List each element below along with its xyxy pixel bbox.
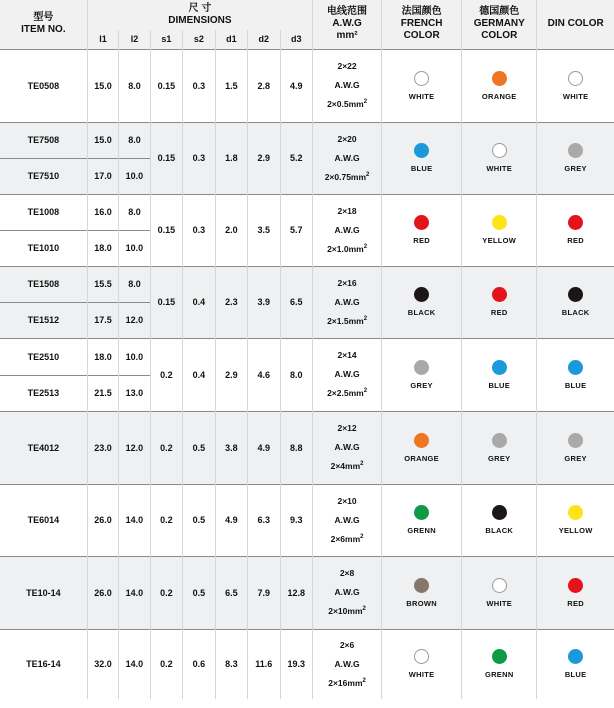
din-color-name: YELLOW <box>558 526 593 535</box>
item-number: TE1008 <box>0 194 87 230</box>
dim-col-l2: l2 <box>119 30 150 49</box>
awg-label: A.W.G <box>334 369 360 379</box>
dim-d1: 8.3 <box>215 629 247 699</box>
dim-d2: 6.3 <box>248 484 280 556</box>
item-number: TE7508 <box>0 122 87 158</box>
french-color-cell <box>382 122 462 194</box>
dim-d2: 2.9 <box>248 122 280 194</box>
dim-col-d1: d1 <box>215 30 247 49</box>
awg-area <box>313 457 381 476</box>
awg-label: A.W.G <box>334 514 360 525</box>
awg-header-en: A.W.G <box>332 18 362 30</box>
awg-area-value: 2×2.5mm <box>327 388 364 398</box>
table-row <box>0 194 614 230</box>
germany-color-name: RED <box>490 308 508 317</box>
awg-area-exponent: 2 <box>360 461 364 468</box>
dim-s2: 0.5 <box>183 411 215 484</box>
din-color-cell <box>537 122 614 194</box>
din-color-swatch <box>537 433 614 463</box>
dim-d1: 1.5 <box>215 49 247 122</box>
dim-l1: 15.5 <box>87 266 118 302</box>
awg-area <box>313 95 381 114</box>
dimensions-header-cn: 尺 寸 <box>188 3 212 14</box>
awg-area <box>313 384 381 403</box>
item-number: TE0508 <box>0 49 87 122</box>
awg-area-exponent: 2 <box>363 315 368 322</box>
color-dot-icon <box>492 578 507 593</box>
item-no-header-cn: 型号 <box>33 12 54 24</box>
dim-col-s2: s2 <box>183 30 215 49</box>
din-color-name: GREY <box>564 453 587 463</box>
dim-s2: 0.5 <box>183 556 215 629</box>
awg-size: 2×10 <box>337 495 357 506</box>
french-color-swatch <box>382 215 461 245</box>
germany-color-header-cn: 德国颜色 <box>479 6 520 18</box>
color-dot-icon <box>568 505 583 520</box>
dim-l1: 15.0 <box>87 122 118 158</box>
french-color-name: WHITE <box>408 670 435 680</box>
awg-range <box>313 411 382 484</box>
awg-range <box>313 629 382 699</box>
dim-l1: 18.0 <box>87 230 118 266</box>
awg-area-value: 2×0.75mm <box>324 171 367 182</box>
awg-size: 2×14 <box>337 350 357 360</box>
awg-header-unit: mm² <box>336 30 358 42</box>
din-color-name: BLACK <box>561 308 590 317</box>
din-color-name: RED <box>567 236 585 245</box>
germany-color-swatch <box>462 505 536 535</box>
dim-d2: 11.6 <box>248 629 280 699</box>
item-number: TE2513 <box>0 375 87 411</box>
dim-d3: 6.5 <box>280 266 313 338</box>
awg-area-value: 2×10mm <box>328 606 363 616</box>
germany-color-swatch <box>462 287 536 317</box>
french-color-name: BLACK <box>407 308 436 317</box>
germany-color-name: YELLOW <box>482 236 517 245</box>
french-color-swatch <box>382 360 461 390</box>
color-dot-icon <box>492 360 507 375</box>
awg-label: A.W.G <box>334 296 360 307</box>
awg-range <box>313 338 382 411</box>
color-dot-icon <box>414 649 429 664</box>
dim-s2: 0.3 <box>183 122 215 194</box>
dim-s1: 0.2 <box>150 629 182 699</box>
awg-range <box>313 556 382 629</box>
color-dot-icon <box>414 360 429 375</box>
table-body <box>0 49 614 699</box>
dim-d2: 2.8 <box>248 49 280 122</box>
color-dot-icon <box>568 215 583 230</box>
din-color-cell <box>537 266 614 338</box>
awg-label: A.W.G <box>334 80 360 90</box>
french-color-name: BLUE <box>410 164 433 173</box>
awg-label: A.W.G <box>334 224 360 235</box>
dim-l2: 14.0 <box>119 484 150 556</box>
din-color-swatch <box>537 143 614 173</box>
table-row <box>0 49 614 122</box>
awg-label: A.W.G <box>334 442 360 452</box>
germany-color-swatch <box>462 360 536 390</box>
dim-s2: 0.4 <box>183 338 215 411</box>
item-number: TE2510 <box>0 338 87 375</box>
awg-area <box>313 530 381 549</box>
dim-l1: 16.0 <box>87 194 118 230</box>
french-color-cell <box>382 49 462 122</box>
item-number: TE10-14 <box>0 556 87 629</box>
din-color-swatch <box>537 71 614 101</box>
color-dot-icon <box>492 143 507 158</box>
dim-s1: 0.2 <box>150 556 182 629</box>
french-color-swatch <box>382 649 461 679</box>
germany-color-name: BLACK <box>485 526 514 535</box>
germany-color-cell <box>462 484 537 556</box>
dim-l2: 8.0 <box>119 194 150 230</box>
dim-col-s1: s1 <box>150 30 182 49</box>
dim-d3: 9.3 <box>280 484 313 556</box>
germany-color-cell <box>462 194 537 266</box>
item-no-header <box>0 0 87 49</box>
dim-d1: 4.9 <box>215 484 247 556</box>
dim-s1: 0.2 <box>150 338 182 411</box>
awg-area <box>313 312 381 331</box>
din-color-swatch <box>537 578 614 608</box>
awg-area-exponent: 2 <box>360 533 364 540</box>
dim-l1: 21.5 <box>87 375 118 411</box>
color-dot-icon <box>492 215 507 230</box>
din-color-swatch <box>537 360 614 390</box>
dim-d1: 1.8 <box>215 122 247 194</box>
din-color-name: RED <box>567 598 585 608</box>
dim-l2: 14.0 <box>119 556 150 629</box>
awg-area-value: 2×4mm <box>330 461 361 471</box>
din-color-header-en: DIN COLOR <box>547 18 604 30</box>
color-dot-icon <box>414 287 429 302</box>
awg-area-exponent: 2 <box>363 243 368 250</box>
dim-d2: 4.9 <box>248 411 280 484</box>
dim-l1: 18.0 <box>87 338 118 375</box>
dimensions-header-en: DIMENSIONS <box>168 15 232 26</box>
din-color-cell <box>537 484 614 556</box>
germany-color-name: WHITE <box>486 164 513 173</box>
dim-l2: 10.0 <box>119 230 150 266</box>
dim-l1: 26.0 <box>87 484 118 556</box>
dim-l1: 26.0 <box>87 556 118 629</box>
dim-d3: 5.7 <box>280 194 313 266</box>
table-row <box>0 629 614 699</box>
germany-color-cell <box>462 338 537 411</box>
color-dot-icon <box>414 578 429 593</box>
french-color-name: GREY <box>410 380 433 390</box>
awg-area-exponent: 2 <box>363 388 368 395</box>
french-color-swatch <box>382 578 461 608</box>
din-color-swatch <box>537 215 614 245</box>
din-color-name: BLUE <box>564 380 587 390</box>
germany-color-cell <box>462 122 537 194</box>
awg-area-value: 2×16mm <box>328 677 363 688</box>
table-row <box>0 484 614 556</box>
color-dot-icon <box>568 578 583 593</box>
dim-col-d3: d3 <box>280 30 313 49</box>
table-header <box>0 0 614 49</box>
item-number: TE16-14 <box>0 629 87 699</box>
color-dot-icon <box>414 71 429 86</box>
din-color-cell <box>537 556 614 629</box>
color-dot-icon <box>414 143 429 158</box>
germany-color-name: WHITE <box>486 598 513 608</box>
dim-d2: 4.6 <box>248 338 280 411</box>
item-number: TE1010 <box>0 230 87 266</box>
dim-s1: 0.2 <box>150 484 182 556</box>
item-number: TE1508 <box>0 266 87 302</box>
awg-size: 2×12 <box>337 423 357 433</box>
dim-d3: 8.0 <box>280 338 313 411</box>
dim-s1: 0.15 <box>150 266 182 338</box>
dim-l2: 8.0 <box>119 122 150 158</box>
dim-s1: 0.15 <box>150 49 182 122</box>
dim-d3: 12.8 <box>280 556 313 629</box>
item-number: TE7510 <box>0 158 87 194</box>
dim-s1: 0.15 <box>150 122 182 194</box>
germany-color-cell <box>462 411 537 484</box>
table-row <box>0 411 614 484</box>
dim-l2: 12.0 <box>119 302 150 338</box>
awg-area <box>313 240 381 259</box>
din-color-cell <box>537 629 614 699</box>
germany-color-swatch <box>462 71 536 101</box>
table-row <box>0 122 614 158</box>
french-color-swatch <box>382 143 461 173</box>
color-dot-icon <box>492 505 507 520</box>
dim-d3: 8.8 <box>280 411 313 484</box>
din-color-header <box>537 0 614 49</box>
dim-d2: 3.9 <box>248 266 280 338</box>
din-color-swatch <box>537 287 614 317</box>
dim-d1: 2.3 <box>215 266 247 338</box>
awg-area-value: 2×1.0mm <box>327 243 364 254</box>
germany-color-name: GRENN <box>484 670 514 680</box>
awg-area-exponent: 2 <box>362 606 366 613</box>
french-color-header-en: FRENCH COLOR <box>400 18 443 42</box>
color-dot-icon <box>492 287 507 302</box>
dim-s2: 0.4 <box>183 266 215 338</box>
item-number: TE4012 <box>0 411 87 484</box>
awg-area-exponent: 2 <box>363 99 368 106</box>
dim-s1: 0.2 <box>150 411 182 484</box>
awg-range <box>313 122 382 194</box>
dim-d2: 7.9 <box>248 556 280 629</box>
din-color-cell <box>537 194 614 266</box>
din-color-cell <box>537 49 614 122</box>
dim-l2: 13.0 <box>119 375 150 411</box>
dim-d1: 2.9 <box>215 338 247 411</box>
french-color-swatch <box>382 505 461 535</box>
awg-range <box>313 49 382 122</box>
color-dot-icon <box>414 433 429 448</box>
french-color-cell <box>382 338 462 411</box>
awg-size: 2×18 <box>337 205 357 216</box>
dim-d1: 2.0 <box>215 194 247 266</box>
germany-color-cell <box>462 629 537 699</box>
awg-label: A.W.G <box>334 658 360 669</box>
dim-d1: 6.5 <box>215 556 247 629</box>
awg-area-value: 2×0.5mm <box>327 99 364 109</box>
french-color-name: GRENN <box>407 526 436 535</box>
awg-size: 2×22 <box>337 61 357 71</box>
dim-col-d2: d2 <box>248 30 280 49</box>
color-dot-icon <box>568 287 583 302</box>
color-dot-icon <box>414 505 429 520</box>
color-dot-icon <box>492 71 507 86</box>
dim-s2: 0.3 <box>183 49 215 122</box>
item-number: TE1512 <box>0 302 87 338</box>
din-color-swatch <box>537 649 614 679</box>
french-color-cell <box>382 484 462 556</box>
french-color-swatch <box>382 287 461 317</box>
awg-range <box>313 194 382 266</box>
color-dot-icon <box>568 649 583 664</box>
item-number: TE6014 <box>0 484 87 556</box>
dim-d3: 5.2 <box>280 122 313 194</box>
dim-l2: 14.0 <box>119 629 150 699</box>
color-dot-icon <box>568 71 583 86</box>
french-color-name: RED <box>413 236 430 245</box>
table-row <box>0 556 614 629</box>
dim-l2: 8.0 <box>119 266 150 302</box>
din-color-name: GREY <box>564 164 587 173</box>
dim-s2: 0.3 <box>183 194 215 266</box>
awg-area <box>313 602 381 621</box>
dim-d3: 19.3 <box>280 629 313 699</box>
dim-l1: 23.0 <box>87 411 118 484</box>
color-dot-icon <box>492 649 507 664</box>
color-dot-icon <box>568 143 583 158</box>
din-color-cell <box>537 338 614 411</box>
french-color-swatch <box>382 71 461 101</box>
awg-area-exponent: 2 <box>362 677 366 684</box>
table-row <box>0 338 614 375</box>
dim-s2: 0.6 <box>183 629 215 699</box>
french-color-name: BROWN <box>406 598 437 608</box>
dim-l2: 10.0 <box>119 338 150 375</box>
french-color-header-cn: 法国颜色 <box>401 6 442 18</box>
dim-l2: 8.0 <box>119 49 150 122</box>
awg-range <box>313 484 382 556</box>
germany-color-swatch <box>462 143 536 173</box>
awg-size: 2×16 <box>337 277 357 288</box>
awg-size: 2×20 <box>337 133 357 144</box>
awg-range <box>313 266 382 338</box>
awg-size: 2×6 <box>339 639 355 650</box>
awg-label: A.W.G <box>334 152 360 163</box>
french-color-name: ORANGE <box>404 453 439 463</box>
french-color-cell <box>382 194 462 266</box>
germany-color-header-en1: GERMANY <box>473 18 525 30</box>
dim-col-l1: l1 <box>87 30 118 49</box>
din-color-swatch <box>537 505 614 535</box>
dim-s1: 0.15 <box>150 194 182 266</box>
dimensions-header <box>87 0 312 30</box>
dim-d1: 3.8 <box>215 411 247 484</box>
french-color-cell <box>382 556 462 629</box>
french-color-header <box>382 0 462 49</box>
french-color-name: WHITE <box>408 91 435 101</box>
french-color-cell <box>382 266 462 338</box>
germany-color-swatch <box>462 215 536 245</box>
din-color-name: BLUE <box>564 670 587 680</box>
germany-color-name: GREY <box>488 453 511 463</box>
din-color-name: WHITE <box>562 91 589 101</box>
dim-s2: 0.5 <box>183 484 215 556</box>
germany-color-cell <box>462 266 537 338</box>
awg-header-cn: 电线范围 <box>327 6 368 18</box>
germany-color-swatch <box>462 433 536 463</box>
din-color-cell <box>537 411 614 484</box>
color-dot-icon <box>568 433 583 448</box>
germany-color-swatch <box>462 578 536 608</box>
color-dot-icon <box>568 360 583 375</box>
awg-area-value: 2×6mm <box>330 533 361 544</box>
germany-color-cell <box>462 49 537 122</box>
dim-l1: 17.5 <box>87 302 118 338</box>
dim-l2: 12.0 <box>119 411 150 484</box>
awg-area-value: 2×1.5mm <box>327 315 364 326</box>
french-color-cell <box>382 411 462 484</box>
awg-label: A.W.G <box>334 587 360 597</box>
awg-area <box>313 674 381 693</box>
table-row <box>0 266 614 302</box>
dim-l1: 15.0 <box>87 49 118 122</box>
dim-d2: 3.5 <box>248 194 280 266</box>
awg-area-exponent: 2 <box>366 171 370 178</box>
germany-color-cell <box>462 556 537 629</box>
color-dot-icon <box>492 433 507 448</box>
germany-color-name: ORANGE <box>481 91 517 101</box>
french-color-cell <box>382 629 462 699</box>
awg-header <box>313 0 382 49</box>
germany-color-header <box>462 0 537 49</box>
germany-color-swatch <box>462 649 536 679</box>
dim-l1: 17.0 <box>87 158 118 194</box>
color-dot-icon <box>414 215 429 230</box>
germany-color-header-en2: COLOR <box>481 30 518 42</box>
item-no-header-en: ITEM NO. <box>21 24 66 36</box>
dim-l2: 10.0 <box>119 158 150 194</box>
dim-d3: 4.9 <box>280 49 313 122</box>
french-color-swatch <box>382 433 461 463</box>
dim-l1: 32.0 <box>87 629 118 699</box>
germany-color-name: BLUE <box>488 380 511 390</box>
awg-size: 2×8 <box>339 568 355 578</box>
awg-area <box>313 168 381 187</box>
